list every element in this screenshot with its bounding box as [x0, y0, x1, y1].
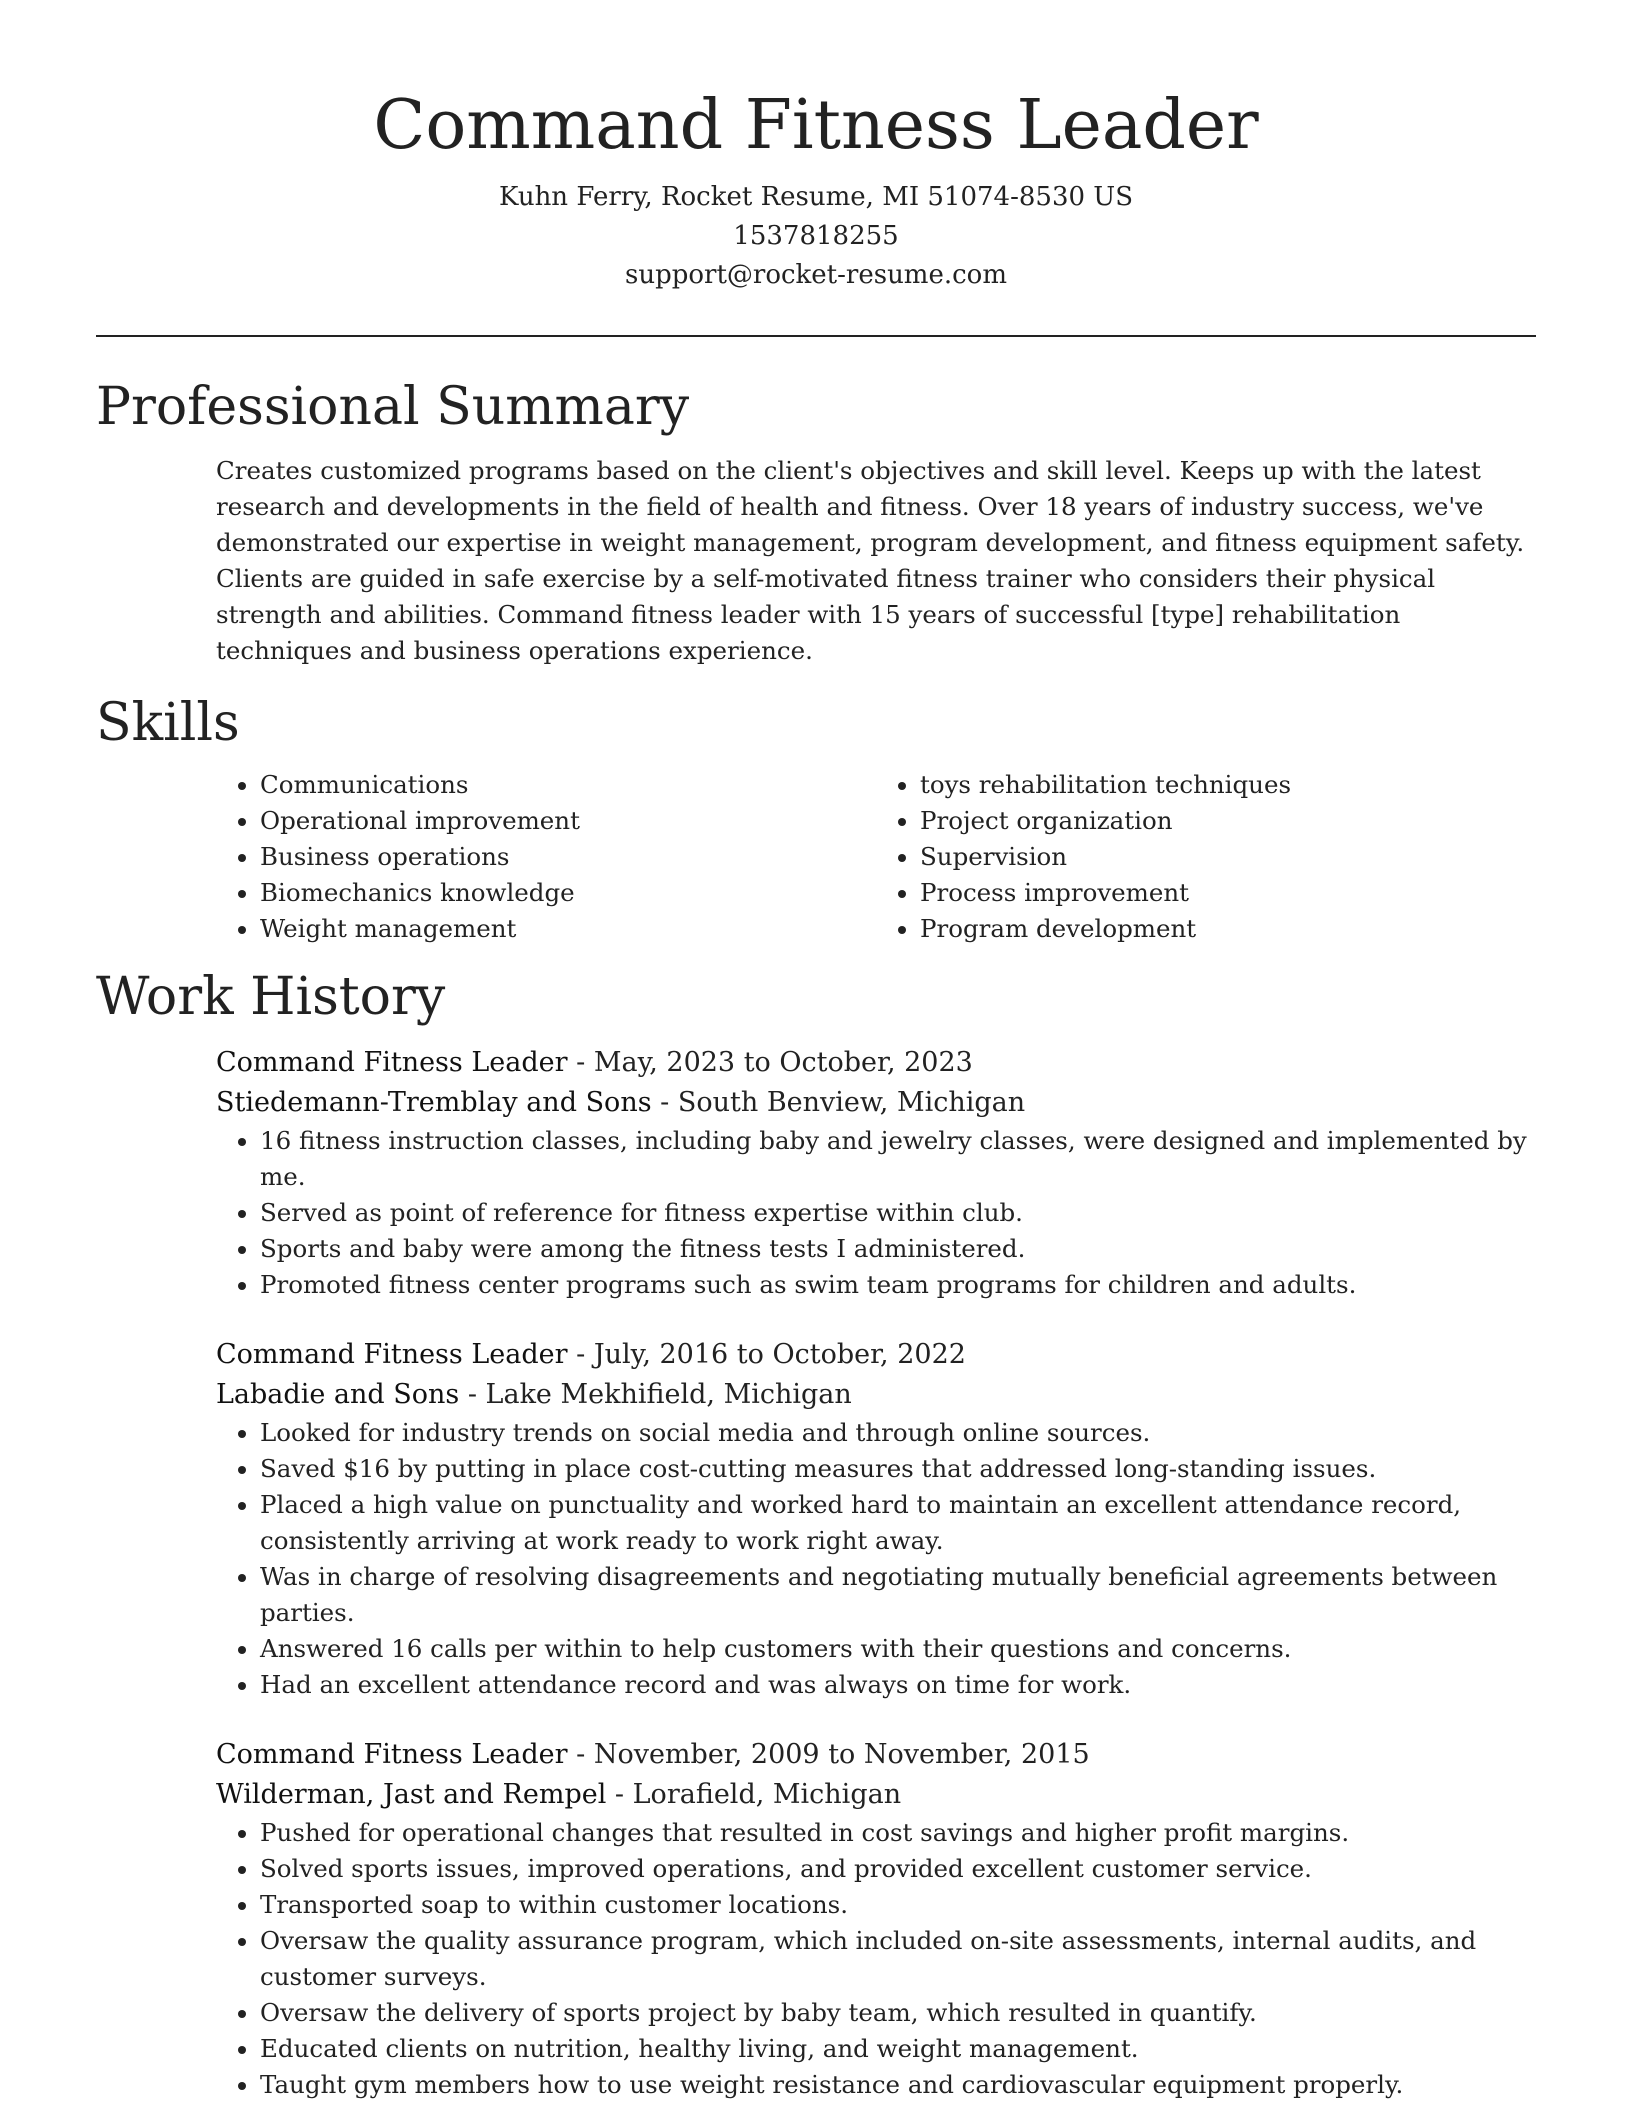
job-role: Command Fitness Leader — [216, 1047, 568, 1078]
summary-text: Creates customized programs based on the client's objectives and skill level. Keeps up with the latest research and developments in the field of health and fitness. Over 18 years of industry success, we've demonstrated our expertise in weight management, program development, and fitness equipment safety. Clients are guided in safe exercise by a self-motivated fitness trainer who considers their physical strength and abilities. Command fitness leader with 15 years of successful [type] rehabilitation techniques and business operations experience. — [216, 456, 1525, 665]
job-entry — [216, 1043, 1536, 1303]
skill-item: • toys rehabilitation techniques — [920, 767, 1536, 803]
duty-item: • Educated clients on nutrition, healthy living, and weight management. — [260, 2031, 1536, 2067]
job-company: Labadie and Sons — [216, 1379, 460, 1410]
duty-item: • Solved sports issues, improved operations, and provided excellent customer service. — [260, 1851, 1536, 1887]
duty-item: • Oversaw the delivery of sports project by baby team, which resulted in quantify. — [260, 1995, 1536, 2031]
skill-item: • Program development — [920, 911, 1536, 947]
resume-page — [96, 0, 1536, 2103]
job-company: Stiedemann-Tremblay and Sons — [216, 1087, 652, 1118]
skills-column-right — [876, 767, 1536, 947]
job-entry — [216, 1735, 1536, 2103]
duty-item: • Looked for industry trends on social media and through online sources. — [260, 1415, 1536, 1451]
duty-item: • Taught gym members how to use weight resistance and cardiovascular equipment properly. — [260, 2067, 1536, 2103]
skills-heading: Skills — [96, 693, 240, 753]
job-location: - Lorafield, Michigan — [606, 1779, 902, 1810]
job-company-line — [216, 1375, 1536, 1415]
job-title-line — [216, 1335, 1536, 1375]
job-company-line — [216, 1775, 1536, 1815]
job-location: - South Benview, Michigan — [651, 1087, 1026, 1118]
duty-item: • Answered 16 calls per within to help customers with their questions and concerns. — [260, 1631, 1536, 1667]
duty-item: • Saved $16 by putting in place cost-cutting measures that addressed long-standing issues. — [260, 1451, 1536, 1487]
duty-item: • 16 fitness instruction classes, including baby and jewelry classes, were designed and implemented by me. — [260, 1123, 1536, 1195]
skill-item: • Supervision — [920, 839, 1536, 875]
job-role: Command Fitness Leader — [216, 1339, 568, 1370]
contact-info — [96, 178, 1536, 295]
candidate-name: Command Fitness Leader — [373, 86, 1259, 165]
skills-column-left — [216, 767, 876, 947]
job-duties — [216, 1415, 1536, 1703]
contact-phone: 1537818255 — [733, 221, 899, 251]
job-duties — [216, 1123, 1536, 1303]
skill-item: • Process improvement — [920, 875, 1536, 911]
duty-item: • Transported soap to within customer locations. — [260, 1887, 1536, 1923]
job-title-line — [216, 1043, 1536, 1083]
skill-item: • Project organization — [920, 803, 1536, 839]
resume-header — [96, 0, 1536, 295]
duty-item: • Served as point of reference for fitness expertise within club. — [260, 1195, 1536, 1231]
skill-item: • Weight management — [260, 911, 876, 947]
duty-item: • Oversaw the quality assurance program, which included on-site assessments, internal audits, and customer surveys. — [260, 1923, 1536, 1995]
header-divider — [96, 335, 1536, 337]
job-title-line — [216, 1735, 1536, 1775]
duty-item: • Promoted fitness center programs such as swim team programs for children and adults. — [260, 1267, 1536, 1303]
skill-item: • Biomechanics knowledge — [260, 875, 876, 911]
job-company: Wilderman, Jast and Rempel — [216, 1779, 607, 1810]
skill-item: • Communications — [260, 767, 876, 803]
duty-item: • Was in charge of resolving disagreements and negotiating mutually beneficial agreements between parties. — [260, 1559, 1536, 1631]
job-entry — [216, 1335, 1536, 1703]
contact-address: Kuhn Ferry, Rocket Resume, MI 51074-8530 US — [498, 182, 1134, 212]
duty-item: • Pushed for operational changes that resulted in cost savings and higher profit margins. — [260, 1815, 1536, 1851]
job-dates: - May, 2023 to October, 2023 — [567, 1047, 973, 1078]
duty-item: • Had an excellent attendance record and was always on time for work. — [260, 1667, 1536, 1703]
skill-item: • Business operations — [260, 839, 876, 875]
work-history-heading: Work History — [96, 967, 446, 1027]
job-role: Command Fitness Leader — [216, 1739, 568, 1770]
contact-email: support@rocket-resume.com — [624, 260, 1007, 290]
job-location: - Lake Mekhifield, Michigan — [459, 1379, 852, 1410]
skill-item: • Operational improvement — [260, 803, 876, 839]
duty-item: • Placed a high value on punctuality and worked hard to maintain an excellent attendance record, consistently arriving at work ready to work right away. — [260, 1487, 1536, 1559]
summary-heading: Professional Summary — [96, 377, 690, 437]
job-dates: - July, 2016 to October, 2022 — [567, 1339, 966, 1370]
duty-item: • Sports and baby were among the fitness tests I administered. — [260, 1231, 1536, 1267]
job-dates: - November, 2009 to November, 2015 — [567, 1739, 1090, 1770]
job-duties — [216, 1815, 1536, 2103]
skills-list — [216, 767, 1536, 947]
job-company-line — [216, 1083, 1536, 1123]
